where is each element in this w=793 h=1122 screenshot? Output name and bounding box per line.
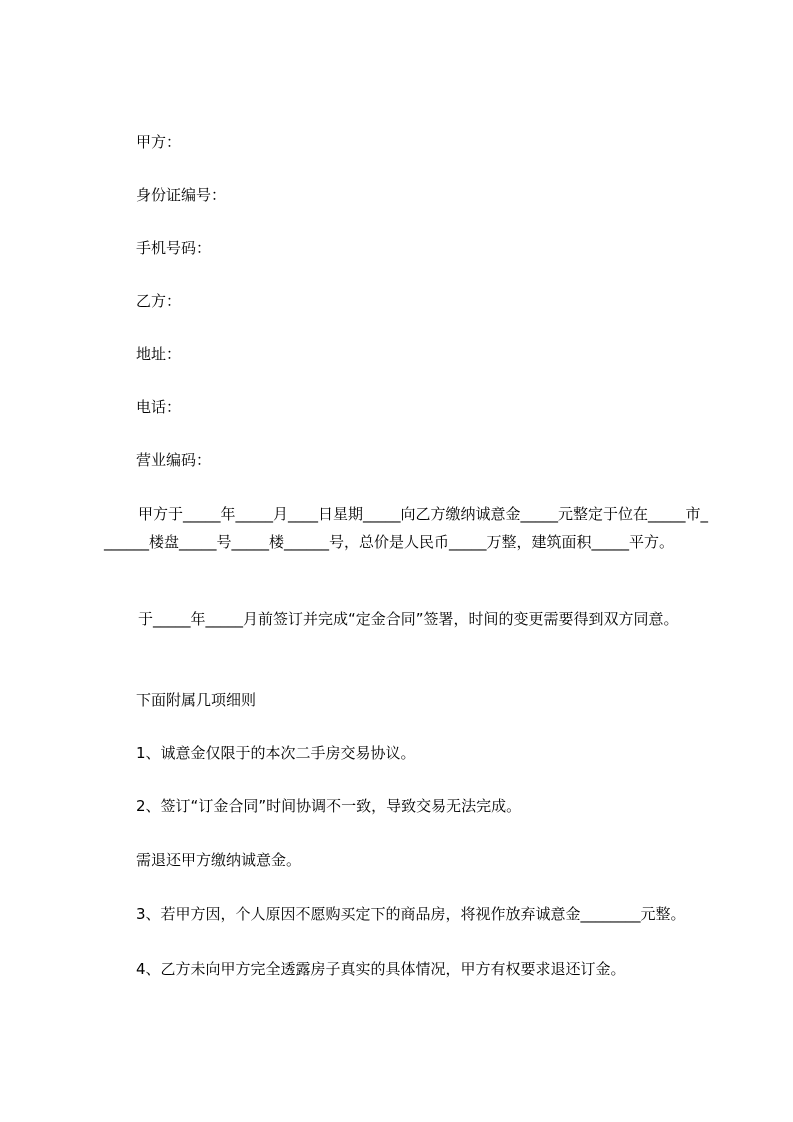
party-a-label: 甲方：	[136, 133, 182, 151]
party-b-label: 乙方：	[136, 292, 182, 310]
term-item-4: 4、乙方未向甲方完全透露房子真实的具体情况，甲方有权要求退还订金。	[136, 960, 626, 978]
phone-label: 电话：	[136, 398, 182, 416]
business-code-label: 营业编码：	[136, 451, 212, 469]
address-label: 地址：	[136, 345, 182, 363]
term-item-2-continuation: 需退还甲方缴纳诚意金。	[136, 851, 302, 869]
terms-heading: 下面附属几项细则	[136, 691, 257, 709]
mobile-label: 手机号码：	[136, 239, 212, 257]
id-number-label: 身份证编号：	[136, 186, 227, 204]
term-item-1: 1、诚意金仅限于的本次二手房交易协议。	[136, 744, 416, 762]
term-item-3: 3、若甲方因，个人原因不愿购买定下的商品房，将视作放弃诚意金________元整。	[136, 905, 686, 923]
term-item-2: 2、签订“订金合同”时间协调不一致，导致交易无法完成。	[136, 797, 522, 815]
sign-deadline-paragraph: 于_____年_____月前签订并完成“定金合同”签署，时间的变更需要得到双方同意。	[138, 610, 679, 628]
deposit-paragraph: 甲方于_____年_____月____日星期_____向乙方缴纳诚意金_____元整定于位在_____市_______楼盘_____号_____楼______号，总价是人民币_____万整，建筑面积_____平方。	[104, 505, 709, 551]
